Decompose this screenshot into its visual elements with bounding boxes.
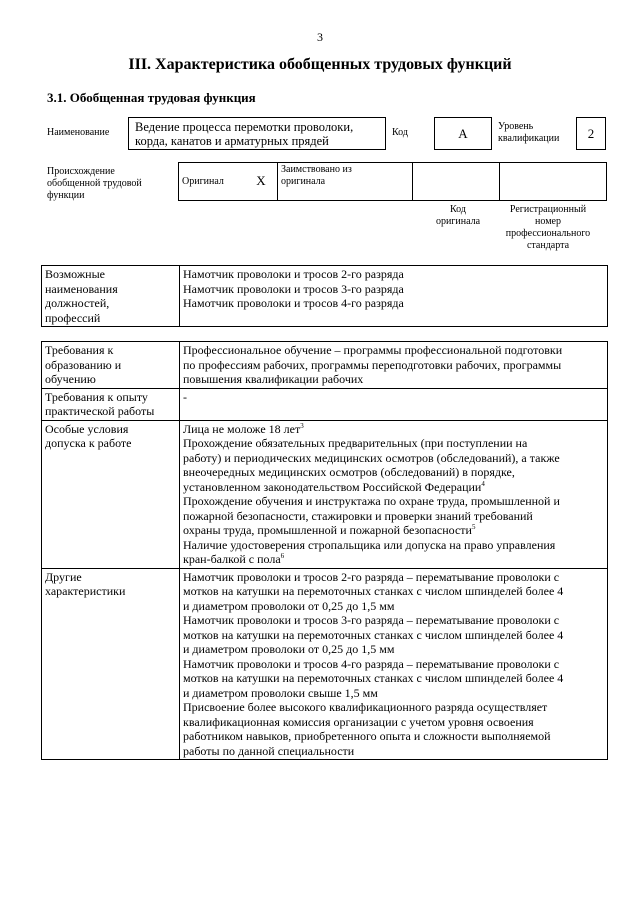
education-label-line-2: образованию и: [45, 357, 122, 372]
requirements-table: [41, 341, 608, 760]
name-box: [128, 117, 386, 150]
level-label: [498, 121, 559, 145]
other-value: [180, 568, 608, 760]
positions-label-line-2: наименования: [45, 281, 118, 296]
special-line: охраны труда, промышленной и пожарной безопасности: [183, 523, 472, 537]
code-original-line-1: Код: [450, 204, 466, 215]
special-label: [42, 420, 180, 568]
education-value: [180, 342, 608, 389]
experience-label: [42, 388, 180, 420]
other-line: и диаметром проволоки свыше 1,5 мм: [183, 685, 378, 700]
origin-label-line-1: Происхождение: [47, 166, 115, 177]
position-item: Намотчик проволоки и тросов 3-го разряда: [183, 281, 404, 296]
education-line-2: по профессиям рабочих, программы переподготовки рабочих, программы: [183, 357, 562, 372]
section-title: III. Характеристика обобщенных трудовых функций: [128, 56, 512, 73]
code-box: [434, 117, 492, 150]
origin-label-line-3: функции: [47, 190, 85, 201]
special-conditions-row: [42, 420, 608, 568]
positions-label-line-3: должностей,: [45, 296, 110, 310]
position-item: Намотчик проволоки и тросов 2-го разряда: [183, 267, 404, 281]
experience-label-line-2: практической работы: [45, 404, 155, 418]
other-line: мотков на катушки на перемоточных станках с числом шпинделей более 4: [183, 584, 564, 598]
level-value: 2: [587, 126, 595, 141]
special-line: внеочередных медицинских осмотров (обследований) в порядке,: [183, 465, 515, 479]
positions-table: [41, 265, 608, 327]
level-label-line-2: квалификации: [498, 133, 560, 144]
other-line: работником навыков, приобретенного опыта и сложности выполняемой: [183, 729, 551, 743]
special-line: пожарной безопасности, стажировки и проверки знаний требований: [183, 508, 533, 523]
code-value: A: [458, 126, 468, 141]
positions-label: [42, 266, 180, 327]
code-original-line-2: оригинала: [435, 216, 481, 227]
education-label-line-3: обучению: [45, 372, 96, 386]
special-line: кран-балкой с пола: [183, 552, 281, 566]
education-line-1: Профессиональное обучение – программы профессиональной подготовки: [183, 343, 563, 357]
position-item: Намотчик проволоки и тросов 4-го разряда: [183, 296, 404, 310]
other-line: Намотчик проволоки и тросов 3-го разряда – перематывание проволоки с: [183, 613, 560, 627]
positions-label-line-4: профессий: [45, 310, 101, 325]
positions-label-line-1: Возможные: [45, 267, 105, 281]
special-line: Лица не моложе 18 лет: [183, 421, 301, 436]
code-label: Код: [392, 127, 408, 138]
reg-number-cell: [500, 163, 607, 201]
reg-number-line-2: номер: [535, 216, 561, 227]
special-line: установленном законодательством Российской Федерации: [183, 479, 482, 494]
special-line: Прохождение обязательных предварительных (при поступлении на: [183, 436, 528, 450]
other-label: [42, 568, 180, 760]
other-line: и диаметром проволоки от 0,25 до 1,5 мм: [183, 642, 395, 656]
origin-table: [178, 162, 607, 201]
experience-label-line-1: Требования к опыту: [45, 389, 148, 404]
level-label-line-1: Уровень: [498, 121, 534, 132]
education-line-3: повышения квалификации рабочих: [183, 372, 364, 386]
code-original-caption: [430, 204, 486, 228]
other-characteristics-row: [42, 568, 608, 760]
positions-list: [180, 266, 608, 327]
experience-row: [42, 388, 608, 420]
borrowed-line-1: Заимствовано из: [281, 164, 352, 175]
education-label-line-1: Требования к: [45, 343, 114, 357]
special-label-line-2: допуска к работе: [45, 436, 132, 450]
special-line: Наличие удостоверения стропальщика или допуска на право управления: [183, 537, 556, 552]
other-line: работы по данной специальности: [183, 743, 355, 758]
subsection-title: 3.1. Обобщенная трудовая функция: [47, 90, 256, 105]
special-line: Прохождение обучения и инструктажа по охране труда, промышленной и: [183, 494, 560, 508]
footnote-marker: 3: [300, 421, 304, 430]
original-label: Оригинал: [179, 163, 246, 201]
other-line: Присвоение более высокого квалификационного разряда осуществляет: [183, 700, 548, 714]
education-row: [42, 342, 608, 389]
experience-value: -: [180, 388, 608, 420]
other-line: Намотчик проволоки и тросов 4-го разряда – перематывание проволоки с: [183, 656, 560, 671]
other-label-line-1: Другие: [45, 569, 82, 584]
other-line: Намотчик проволоки и тросов 2-го разряда – перематывание проволоки с: [183, 569, 560, 584]
other-line: и диаметром проволоки от 0,25 до 1,5 мм: [183, 598, 395, 613]
origin-label: [47, 166, 142, 202]
other-line: мотков на катушки на перемоточных станках с числом шпинделей более 4: [183, 627, 564, 642]
special-label-line-1: Особые условия: [45, 421, 129, 436]
other-label-line-2: характеристики: [45, 584, 126, 598]
name-line-1: Ведение процесса перемотки проволоки,: [135, 120, 354, 134]
name-line-2: корда, канатов и арматурных прядей: [135, 134, 329, 148]
reg-number-line-4: стандарта: [526, 240, 570, 251]
name-label: Наименование: [47, 127, 110, 138]
reg-number-caption: [496, 204, 600, 252]
origin-label-line-2: обобщенной трудовой: [47, 178, 142, 189]
reg-number-line-3: профессионального: [505, 228, 591, 239]
other-line: мотков на катушки на перемоточных станках с числом шпинделей более 4: [183, 671, 564, 685]
level-box: [576, 117, 606, 150]
reg-number-line-1: Регистрационный: [509, 204, 587, 215]
footnote-marker: 4: [481, 479, 485, 488]
footnote-marker: 6: [280, 552, 285, 560]
page-number: 3: [317, 30, 323, 44]
special-line: работу) и периодических медицинских осмотров (обследований), а также: [183, 450, 560, 465]
borrowed-label: [278, 163, 413, 201]
special-value: [180, 420, 608, 568]
other-line: квалификационная комиссия организации с учетом уровня освоения: [183, 714, 534, 729]
code-original-cell: [413, 163, 500, 201]
original-mark: X: [245, 163, 278, 201]
borrowed-line-2: оригинала: [281, 176, 326, 187]
footnote-marker: 5: [471, 523, 476, 531]
education-label: [42, 342, 180, 389]
